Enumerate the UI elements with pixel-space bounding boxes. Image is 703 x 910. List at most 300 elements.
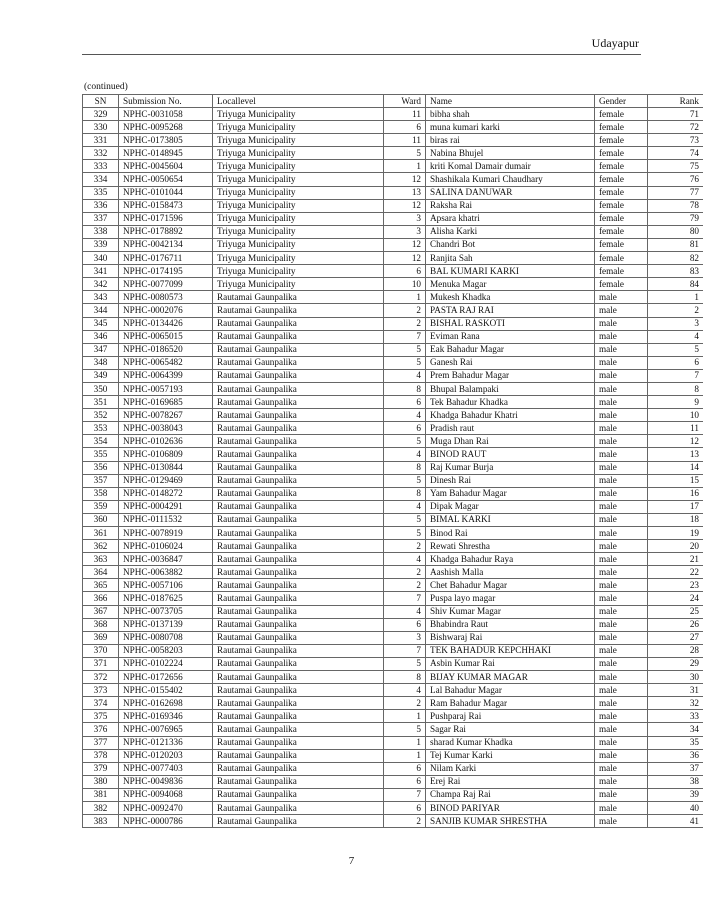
cell-rank: 29 — [648, 657, 703, 670]
cell-submission-no: NPHC-0058203 — [119, 644, 213, 657]
cell-submission-no: NPHC-0155402 — [119, 684, 213, 697]
cell-rank: 26 — [648, 618, 703, 631]
cell-sn: 358 — [83, 487, 119, 500]
cell-rank: 35 — [648, 736, 703, 749]
cell-locallevel: Rautamai Gaunpalika — [213, 710, 384, 723]
cell-ward: 3 — [384, 225, 426, 238]
cell-sn: 349 — [83, 369, 119, 382]
cell-ward: 8 — [384, 671, 426, 684]
cell-name: Ranjita Sah — [426, 252, 595, 265]
cell-sn: 329 — [83, 108, 119, 121]
cell-submission-no: NPHC-0158473 — [119, 199, 213, 212]
cell-name: Asbin Kumar Rai — [426, 657, 595, 670]
table-row — [83, 343, 703, 356]
table-row — [83, 553, 703, 566]
table-row — [83, 762, 703, 775]
cell-rank: 82 — [648, 252, 703, 265]
cell-gender: male — [595, 422, 648, 435]
cell-gender: male — [595, 710, 648, 723]
cell-name: BINOD PARIYAR — [426, 801, 595, 814]
cell-sn: 359 — [83, 500, 119, 513]
cell-gender: male — [595, 605, 648, 618]
cell-ward: 6 — [384, 762, 426, 775]
cell-gender: male — [595, 330, 648, 343]
cell-sn: 352 — [83, 409, 119, 422]
cell-sn: 381 — [83, 788, 119, 801]
cell-name: Menuka Magar — [426, 278, 595, 291]
cell-submission-no: NPHC-0073705 — [119, 605, 213, 618]
cell-gender: female — [595, 121, 648, 134]
cell-name: Nilam Karki — [426, 762, 595, 775]
cell-submission-no: NPHC-0101044 — [119, 186, 213, 199]
cell-submission-no: NPHC-0078919 — [119, 527, 213, 540]
table-row — [83, 330, 703, 343]
cell-sn: 378 — [83, 749, 119, 762]
cell-ward: 12 — [384, 238, 426, 251]
cell-locallevel: Rautamai Gaunpalika — [213, 657, 384, 670]
cell-ward: 4 — [384, 605, 426, 618]
cell-locallevel: Rautamai Gaunpalika — [213, 500, 384, 513]
cell-locallevel: Rautamai Gaunpalika — [213, 579, 384, 592]
table-row — [83, 147, 703, 160]
cell-name: Erej Rai — [426, 775, 595, 788]
cell-rank: 19 — [648, 527, 703, 540]
table-row — [83, 225, 703, 238]
cell-name: Muga Dhan Rai — [426, 435, 595, 448]
cell-name: Raj Kumar Burja — [426, 461, 595, 474]
cell-gender: male — [595, 697, 648, 710]
cell-ward: 3 — [384, 212, 426, 225]
cell-sn: 355 — [83, 448, 119, 461]
cell-locallevel: Rautamai Gaunpalika — [213, 422, 384, 435]
cell-name: biras rai — [426, 134, 595, 147]
cell-sn: 366 — [83, 592, 119, 605]
cell-gender: male — [595, 317, 648, 330]
cell-locallevel: Rautamai Gaunpalika — [213, 474, 384, 487]
cell-gender: male — [595, 723, 648, 736]
cell-submission-no: NPHC-0063882 — [119, 566, 213, 579]
cell-gender: male — [595, 762, 648, 775]
table-row — [83, 775, 703, 788]
cell-rank: 14 — [648, 461, 703, 474]
cell-rank: 28 — [648, 644, 703, 657]
cell-rank: 8 — [648, 382, 703, 395]
cell-sn: 357 — [83, 474, 119, 487]
cell-gender: male — [595, 592, 648, 605]
cell-rank: 13 — [648, 448, 703, 461]
cell-name: Alisha Karki — [426, 225, 595, 238]
cell-name: Binod Rai — [426, 527, 595, 540]
cell-name: Yam Bahadur Magar — [426, 487, 595, 500]
cell-locallevel: Rautamai Gaunpalika — [213, 396, 384, 409]
cell-locallevel: Rautamai Gaunpalika — [213, 435, 384, 448]
cell-gender: male — [595, 657, 648, 670]
cell-gender: male — [595, 618, 648, 631]
cell-locallevel: Rautamai Gaunpalika — [213, 723, 384, 736]
cell-ward: 4 — [384, 500, 426, 513]
cell-submission-no: NPHC-0031058 — [119, 108, 213, 121]
table-row — [83, 566, 703, 579]
table-row — [83, 291, 703, 304]
cell-sn: 379 — [83, 762, 119, 775]
cell-rank: 73 — [648, 134, 703, 147]
cell-gender: male — [595, 815, 648, 828]
cell-sn: 369 — [83, 631, 119, 644]
cell-locallevel: Triyuga Municipality — [213, 199, 384, 212]
cell-submission-no: NPHC-0162698 — [119, 697, 213, 710]
table-row — [83, 382, 703, 395]
cell-submission-no: NPHC-0004291 — [119, 500, 213, 513]
cell-name: kriti Komal Damair dumair — [426, 160, 595, 173]
cell-locallevel: Rautamai Gaunpalika — [213, 762, 384, 775]
cell-locallevel: Rautamai Gaunpalika — [213, 605, 384, 618]
cell-ward: 4 — [384, 409, 426, 422]
cell-rank: 5 — [648, 343, 703, 356]
cell-locallevel: Rautamai Gaunpalika — [213, 788, 384, 801]
cell-rank: 18 — [648, 513, 703, 526]
cell-sn: 372 — [83, 671, 119, 684]
cell-name: Lal Bahadur Magar — [426, 684, 595, 697]
cell-gender: female — [595, 173, 648, 186]
table-row — [83, 317, 703, 330]
cell-submission-no: NPHC-0064399 — [119, 369, 213, 382]
cell-gender: male — [595, 500, 648, 513]
cell-submission-no: NPHC-0094068 — [119, 788, 213, 801]
cell-gender: male — [595, 513, 648, 526]
cell-rank: 33 — [648, 710, 703, 723]
cell-sn: 339 — [83, 238, 119, 251]
table-row — [83, 605, 703, 618]
cell-name: Tek Bahadur Khadka — [426, 396, 595, 409]
table-row — [83, 657, 703, 670]
cell-locallevel: Rautamai Gaunpalika — [213, 304, 384, 317]
cell-gender: female — [595, 225, 648, 238]
cell-submission-no: NPHC-0002076 — [119, 304, 213, 317]
cell-name: Chet Bahadur Magar — [426, 579, 595, 592]
table-row — [83, 409, 703, 422]
cell-name: BAL KUMARI KARKI — [426, 265, 595, 278]
cell-name: Pushparaj Rai — [426, 710, 595, 723]
cell-gender: female — [595, 147, 648, 160]
cell-name: Shashikala Kumari Chaudhary — [426, 173, 595, 186]
cell-ward: 1 — [384, 160, 426, 173]
cell-sn: 377 — [83, 736, 119, 749]
continued-label: (continued) — [84, 82, 128, 92]
cell-rank: 17 — [648, 500, 703, 513]
cell-name: muna kumari karki — [426, 121, 595, 134]
cell-gender: male — [595, 527, 648, 540]
cell-rank: 1 — [648, 291, 703, 304]
cell-ward: 12 — [384, 199, 426, 212]
cell-rank: 32 — [648, 697, 703, 710]
cell-name: BINOD RAUT — [426, 448, 595, 461]
cell-ward: 2 — [384, 815, 426, 828]
page-header — [82, 36, 641, 55]
cell-submission-no: NPHC-0121336 — [119, 736, 213, 749]
cell-submission-no: NPHC-0176711 — [119, 252, 213, 265]
cell-locallevel: Rautamai Gaunpalika — [213, 671, 384, 684]
cell-rank: 39 — [648, 788, 703, 801]
cell-ward: 1 — [384, 736, 426, 749]
cell-sn: 337 — [83, 212, 119, 225]
cell-gender: male — [595, 775, 648, 788]
table-row — [83, 684, 703, 697]
cell-sn: 368 — [83, 618, 119, 631]
cell-locallevel: Triyuga Municipality — [213, 160, 384, 173]
cell-locallevel: Triyuga Municipality — [213, 173, 384, 186]
cell-sn: 363 — [83, 553, 119, 566]
cell-gender: male — [595, 409, 648, 422]
cell-submission-no: NPHC-0171596 — [119, 212, 213, 225]
cell-rank: 9 — [648, 396, 703, 409]
cell-rank: 75 — [648, 160, 703, 173]
table-row — [83, 697, 703, 710]
cell-rank: 71 — [648, 108, 703, 121]
cell-sn: 336 — [83, 199, 119, 212]
cell-submission-no: NPHC-0137139 — [119, 618, 213, 631]
cell-locallevel: Triyuga Municipality — [213, 186, 384, 199]
cell-rank: 83 — [648, 265, 703, 278]
cell-rank: 30 — [648, 671, 703, 684]
cell-submission-no: NPHC-0169346 — [119, 710, 213, 723]
cell-sn: 342 — [83, 278, 119, 291]
cell-gender: female — [595, 160, 648, 173]
table-row — [83, 788, 703, 801]
cell-ward: 8 — [384, 487, 426, 500]
cell-rank: 23 — [648, 579, 703, 592]
cell-ward: 7 — [384, 592, 426, 605]
cell-name: Eviman Rana — [426, 330, 595, 343]
cell-rank: 2 — [648, 304, 703, 317]
cell-rank: 6 — [648, 356, 703, 369]
table-row — [83, 644, 703, 657]
table-row — [83, 160, 703, 173]
cell-rank: 80 — [648, 225, 703, 238]
table-row — [83, 356, 703, 369]
cell-ward: 5 — [384, 343, 426, 356]
cell-submission-no: NPHC-0173805 — [119, 134, 213, 147]
cell-locallevel: Rautamai Gaunpalika — [213, 749, 384, 762]
cell-sn: 347 — [83, 343, 119, 356]
cell-ward: 13 — [384, 186, 426, 199]
cell-sn: 356 — [83, 461, 119, 474]
cell-locallevel: Triyuga Municipality — [213, 108, 384, 121]
cell-name: Nabina Bhujel — [426, 147, 595, 160]
cell-name: Mukesh Khadka — [426, 291, 595, 304]
cell-ward: 2 — [384, 579, 426, 592]
cell-sn: 338 — [83, 225, 119, 238]
cell-name: Ganesh Rai — [426, 356, 595, 369]
cell-sn: 346 — [83, 330, 119, 343]
table-row — [83, 304, 703, 317]
table-row — [83, 461, 703, 474]
cell-name: Ram Bahadur Magar — [426, 697, 595, 710]
cell-ward: 1 — [384, 710, 426, 723]
page-number: 7 — [348, 855, 355, 867]
cell-sn: 340 — [83, 252, 119, 265]
cell-ward: 7 — [384, 644, 426, 657]
cell-sn: 376 — [83, 723, 119, 736]
cell-locallevel: Triyuga Municipality — [213, 225, 384, 238]
cell-name: Champa Raj Rai — [426, 788, 595, 801]
cell-submission-no: NPHC-0134426 — [119, 317, 213, 330]
cell-submission-no: NPHC-0178892 — [119, 225, 213, 238]
cell-gender: female — [595, 252, 648, 265]
cell-name: Apsara khatri — [426, 212, 595, 225]
cell-locallevel: Triyuga Municipality — [213, 121, 384, 134]
column-header-sn: SN — [83, 95, 119, 108]
cell-ward: 2 — [384, 304, 426, 317]
cell-locallevel: Rautamai Gaunpalika — [213, 736, 384, 749]
cell-sn: 365 — [83, 579, 119, 592]
cell-submission-no: NPHC-0042134 — [119, 238, 213, 251]
cell-name: BIMAL KARKI — [426, 513, 595, 526]
cell-rank: 79 — [648, 212, 703, 225]
cell-rank: 20 — [648, 540, 703, 553]
cell-sn: 334 — [83, 173, 119, 186]
cell-submission-no: NPHC-0080708 — [119, 631, 213, 644]
cell-ward: 2 — [384, 566, 426, 579]
cell-gender: female — [595, 186, 648, 199]
cell-name: Rewati Shrestha — [426, 540, 595, 553]
cell-locallevel: Rautamai Gaunpalika — [213, 448, 384, 461]
cell-sn: 374 — [83, 697, 119, 710]
cell-rank: 37 — [648, 762, 703, 775]
cell-submission-no: NPHC-0172656 — [119, 671, 213, 684]
table-row — [83, 592, 703, 605]
cell-gender: male — [595, 736, 648, 749]
cell-ward: 11 — [384, 108, 426, 121]
cell-locallevel: Rautamai Gaunpalika — [213, 356, 384, 369]
cell-rank: 34 — [648, 723, 703, 736]
cell-locallevel: Triyuga Municipality — [213, 278, 384, 291]
table-row — [83, 278, 703, 291]
cell-sn: 371 — [83, 657, 119, 670]
table-row — [83, 212, 703, 225]
cell-name: Dinesh Rai — [426, 474, 595, 487]
cell-submission-no: NPHC-0095268 — [119, 121, 213, 134]
cell-gender: male — [595, 487, 648, 500]
cell-name: Dipak Magar — [426, 500, 595, 513]
cell-locallevel: Triyuga Municipality — [213, 265, 384, 278]
cell-gender: male — [595, 448, 648, 461]
cell-gender: male — [595, 396, 648, 409]
cell-ward: 7 — [384, 330, 426, 343]
cell-gender: male — [595, 801, 648, 814]
table-row — [83, 671, 703, 684]
cell-submission-no: NPHC-0102224 — [119, 657, 213, 670]
cell-ward: 6 — [384, 396, 426, 409]
cell-locallevel: Rautamai Gaunpalika — [213, 317, 384, 330]
cell-rank: 36 — [648, 749, 703, 762]
cell-rank: 27 — [648, 631, 703, 644]
cell-locallevel: Triyuga Municipality — [213, 238, 384, 251]
table-row — [83, 134, 703, 147]
cell-sn: 351 — [83, 396, 119, 409]
table-row — [83, 736, 703, 749]
table-row — [83, 369, 703, 382]
table-row — [83, 527, 703, 540]
cell-submission-no: NPHC-0000786 — [119, 815, 213, 828]
cell-submission-no: NPHC-0169685 — [119, 396, 213, 409]
table-row — [83, 448, 703, 461]
cell-sn: 362 — [83, 540, 119, 553]
candidate-table — [82, 94, 703, 828]
cell-locallevel: Rautamai Gaunpalika — [213, 487, 384, 500]
cell-submission-no: NPHC-0065015 — [119, 330, 213, 343]
table-row — [83, 749, 703, 762]
cell-sn: 331 — [83, 134, 119, 147]
cell-submission-no: NPHC-0129469 — [119, 474, 213, 487]
cell-locallevel: Rautamai Gaunpalika — [213, 291, 384, 304]
cell-sn: 333 — [83, 160, 119, 173]
cell-ward: 5 — [384, 474, 426, 487]
cell-ward: 5 — [384, 356, 426, 369]
table-row — [83, 540, 703, 553]
cell-locallevel: Rautamai Gaunpalika — [213, 513, 384, 526]
cell-ward: 7 — [384, 788, 426, 801]
cell-rank: 74 — [648, 147, 703, 160]
cell-rank: 76 — [648, 173, 703, 186]
cell-submission-no: NPHC-0057106 — [119, 579, 213, 592]
cell-ward: 6 — [384, 121, 426, 134]
cell-name: Shiv Kumar Magar — [426, 605, 595, 618]
cell-locallevel: Rautamai Gaunpalika — [213, 697, 384, 710]
cell-rank: 40 — [648, 801, 703, 814]
cell-ward: 2 — [384, 697, 426, 710]
cell-name: Pradish raut — [426, 422, 595, 435]
cell-locallevel: Rautamai Gaunpalika — [213, 343, 384, 356]
cell-locallevel: Rautamai Gaunpalika — [213, 684, 384, 697]
cell-name: Chandri Bot — [426, 238, 595, 251]
cell-sn: 380 — [83, 775, 119, 788]
cell-gender: male — [595, 291, 648, 304]
cell-gender: male — [595, 644, 648, 657]
cell-name: PASTA RAJ RAI — [426, 304, 595, 317]
cell-rank: 78 — [648, 199, 703, 212]
table-row — [83, 173, 703, 186]
cell-name: BISHAL RASKOTI — [426, 317, 595, 330]
cell-name: Tej Kumar Karki — [426, 749, 595, 762]
cell-rank: 72 — [648, 121, 703, 134]
cell-name: Bishwaraj Rai — [426, 631, 595, 644]
cell-ward: 8 — [384, 382, 426, 395]
cell-submission-no: NPHC-0120203 — [119, 749, 213, 762]
cell-submission-no: NPHC-0130844 — [119, 461, 213, 474]
cell-locallevel: Rautamai Gaunpalika — [213, 644, 384, 657]
cell-sn: 350 — [83, 382, 119, 395]
cell-name: Prem Bahadur Magar — [426, 369, 595, 382]
table-row — [83, 199, 703, 212]
cell-gender: male — [595, 343, 648, 356]
cell-gender: male — [595, 435, 648, 448]
column-header-name: Name — [426, 95, 595, 108]
cell-gender: male — [595, 671, 648, 684]
cell-sn: 330 — [83, 121, 119, 134]
cell-rank: 21 — [648, 553, 703, 566]
cell-ward: 2 — [384, 317, 426, 330]
cell-name: Eak Bahadur Magar — [426, 343, 595, 356]
district-title: Udayapur — [591, 36, 639, 50]
cell-sn: 375 — [83, 710, 119, 723]
cell-gender: female — [595, 238, 648, 251]
cell-name: Khadga Bahadur Khatri — [426, 409, 595, 422]
cell-ward: 6 — [384, 422, 426, 435]
table-row — [83, 435, 703, 448]
cell-name: Puspa layo magar — [426, 592, 595, 605]
table-row — [83, 513, 703, 526]
cell-ward: 5 — [384, 147, 426, 160]
